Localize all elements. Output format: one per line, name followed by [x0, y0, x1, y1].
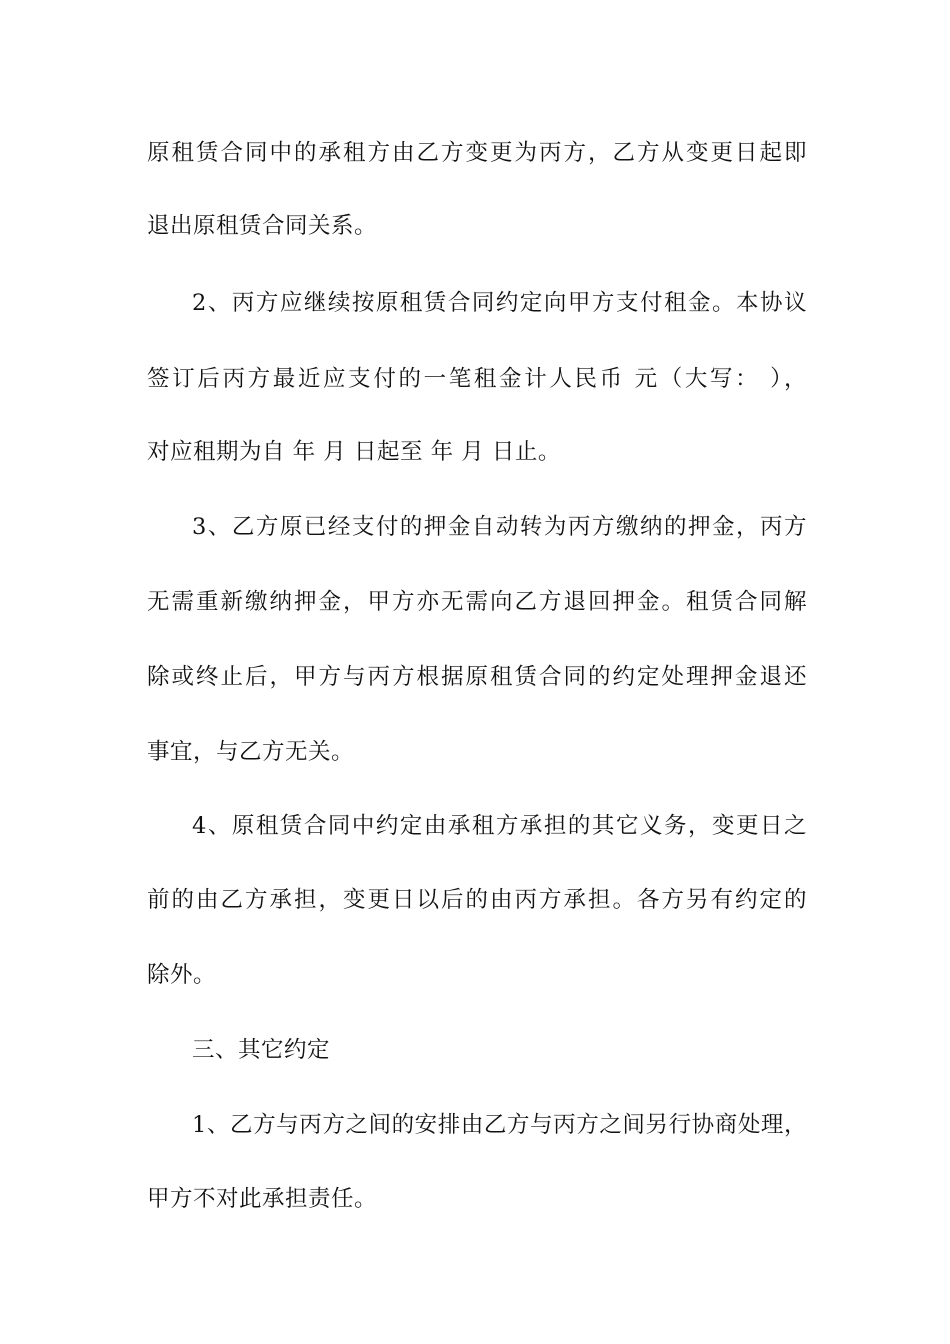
text-line-7: 无需重新缴纳押金，甲方亦无需向乙方退回押金。租赁合同解 — [147, 589, 807, 615]
text-line-6: 3、乙方原已经支付的押金自动转为丙方缴纳的押金，丙方 — [192, 514, 807, 540]
text-line-2: 退出原租赁合同关系。 — [147, 213, 378, 239]
section-heading: 三、其它约定 — [192, 1037, 331, 1063]
text-line-14: 1、乙方与丙方之间的安排由乙方与丙方之间另行协商处理， — [192, 1112, 807, 1138]
text-line-8: 除或终止后，甲方与丙方根据原租赁合同的约定处理押金退还 — [147, 664, 807, 690]
text-line-4: 签订后丙方最近应支付的一笔租金计人民币 元（大写： ）， — [147, 366, 807, 392]
text-line-12: 除外。 — [147, 962, 217, 988]
text-line-15: 甲方不对此承担责任。 — [147, 1186, 378, 1212]
text-line-9: 事宜，与乙方无关。 — [147, 739, 355, 765]
text-line-3: 2、丙方应继续按原租赁合同约定向甲方支付租金。本协议 — [192, 290, 807, 316]
text-line-11: 前的由乙方承担，变更日以后的由丙方承担。各方另有约定的 — [147, 887, 807, 913]
text-line-10: 4、原租赁合同中约定由承租方承担的其它义务，变更日之 — [192, 813, 807, 839]
text-line-1: 原租赁合同中的承租方由乙方变更为丙方，乙方从变更日起即 — [147, 140, 807, 166]
text-line-5: 对应租期为自 年 月 日起至 年 月 日止。 — [147, 439, 561, 465]
